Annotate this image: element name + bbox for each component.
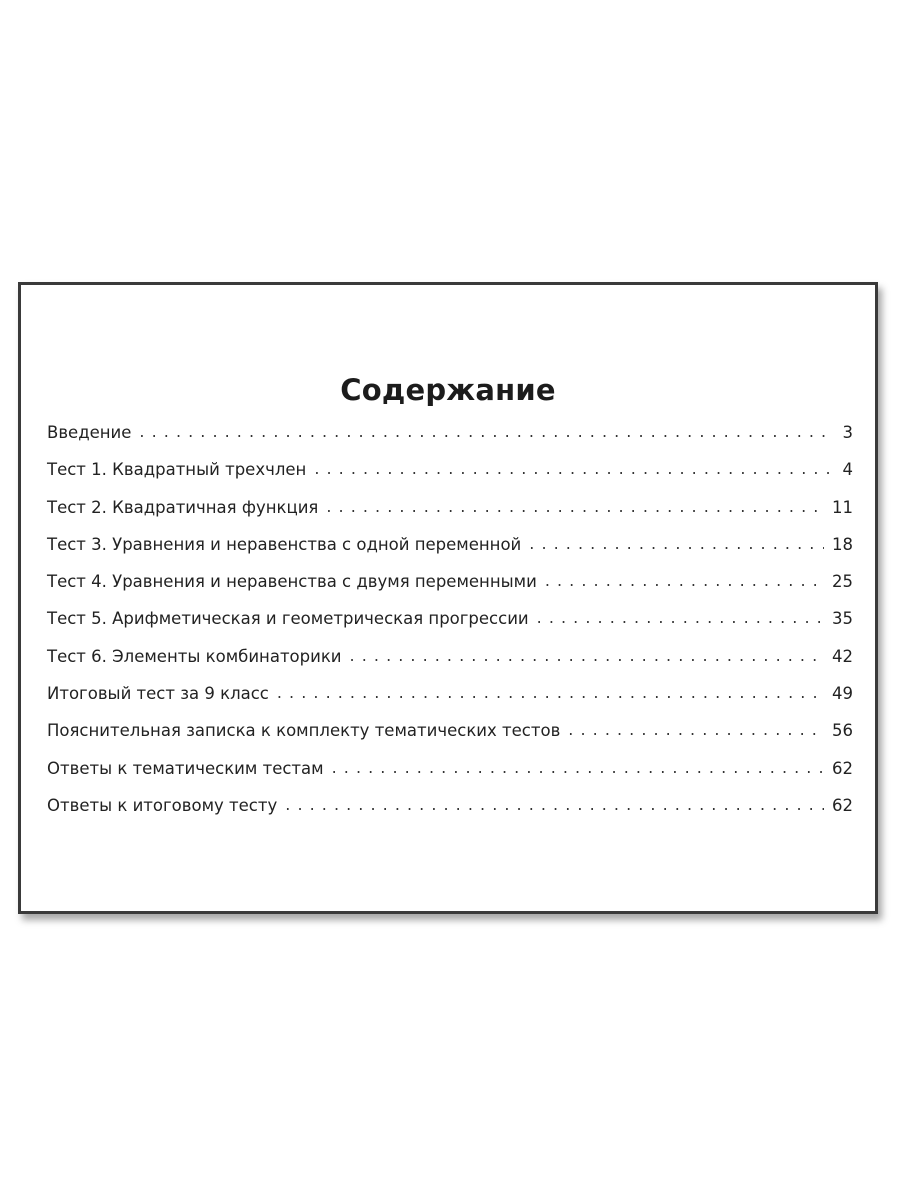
toc-entry-final-answers: [47, 796, 853, 833]
toc-entry-label: Пояснительная записка к комплекту тематических тестов: [47, 721, 561, 741]
toc-entry-label: Тест 2. Квадратичная функция: [47, 497, 319, 517]
toc-entry-label: Тест 3. Уравнения и неравенства с одной переменной: [47, 534, 522, 554]
toc-entry-test-6: [47, 647, 853, 684]
toc-entry-page: 11: [832, 497, 853, 517]
toc-entry-test-5: [47, 609, 853, 646]
dot-leader: [285, 795, 824, 814]
toc-entry-label: Тест 4. Уравнения и неравенства с двумя переменными: [47, 572, 537, 592]
dot-leader: [139, 422, 831, 441]
toc-entry-label: Введение: [47, 423, 132, 442]
toc-entry-test-4: [47, 572, 853, 609]
toc-entry-label: Ответы к итоговому тесту: [47, 795, 278, 815]
dot-leader: [537, 608, 824, 627]
toc-entry-page: 56: [832, 721, 853, 741]
toc-entry-test-1: [47, 460, 853, 497]
toc-entry-page: 25: [832, 572, 853, 592]
toc-entry-label: Тест 6. Элементы комбинаторики: [47, 646, 342, 666]
dot-leader: [332, 758, 824, 777]
page-title: Содержание: [340, 373, 556, 407]
toc-entry-explanatory-note: [47, 721, 853, 758]
toc-entry-label: Тест 1. Квадратный трехчлен: [47, 460, 307, 480]
toc-entry-label: Тест 5. Арифметическая и геометрическая прогрессии: [47, 609, 529, 629]
toc-entry-label: Итоговый тест за 9 класс: [47, 684, 269, 704]
dot-leader: [326, 497, 824, 516]
toc-entry-final-test: [47, 684, 853, 721]
toc-entry-page: 42: [832, 646, 853, 666]
toc-entry-test-2: [47, 498, 853, 535]
toc-entry-page: 18: [832, 534, 853, 554]
contents-page: [18, 282, 878, 914]
table-of-contents: [47, 423, 853, 833]
toc-entry-page: 3: [842, 423, 853, 442]
toc-entry-page: 4: [842, 460, 853, 480]
toc-entry-page: 35: [832, 609, 853, 629]
dot-leader: [545, 571, 824, 590]
dot-leader: [568, 720, 824, 739]
toc-entry-page: 62: [832, 795, 853, 815]
dot-leader: [277, 683, 824, 702]
toc-entry-page: 49: [832, 684, 853, 704]
toc-entry-thematic-answers: [47, 759, 853, 796]
dot-leader: [529, 534, 824, 553]
toc-entry-introduction: [47, 423, 853, 460]
toc-entry-test-3: [47, 535, 853, 572]
dot-leader: [350, 646, 824, 665]
toc-entry-page: 62: [832, 758, 853, 778]
dot-leader: [314, 459, 831, 478]
toc-entry-label: Ответы к тематическим тестам: [47, 758, 324, 778]
